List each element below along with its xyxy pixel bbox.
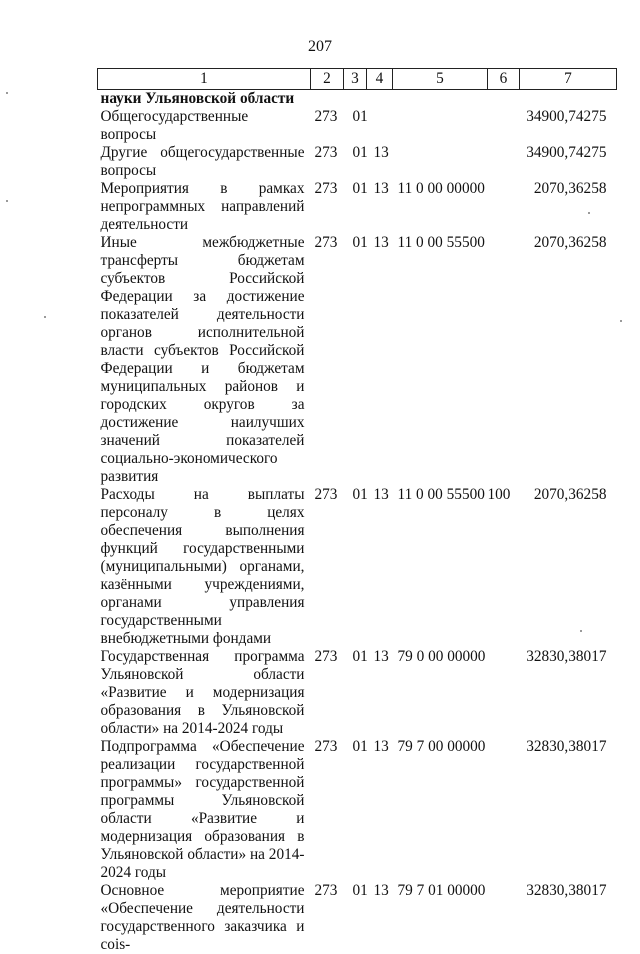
row-code-5: 79 0 00 00000 (397, 648, 486, 665)
row-amount: 2070,36258 (533, 486, 607, 503)
row-code-2 (311, 90, 344, 109)
scan-artifact (6, 92, 8, 94)
row-code-6 (488, 648, 520, 738)
header-col-2: 2 (311, 69, 344, 90)
row-code-2: 273 (314, 108, 338, 125)
row-name: Государственная программа Ульяновской области «Развитие и модернизация образования в Ульяновской области» на 2014-2024 годы (100, 648, 305, 737)
row-code-2: 273 (314, 648, 338, 665)
row-code-6 (488, 90, 520, 109)
row-code-6 (488, 144, 520, 180)
row-name: Основное мероприятие «Обеспечение деятельности государственного заказчика и сois- (100, 882, 305, 953)
row-amount: 34900,74275 (526, 108, 607, 125)
row-code-5: 79 7 00 00000 (397, 738, 486, 755)
row-code-2: 273 (314, 882, 338, 899)
table-row (98, 180, 617, 234)
row-code-2: 273 (314, 486, 338, 503)
row-code-6 (488, 180, 520, 234)
row-code-5: 11 0 00 00000 (397, 180, 485, 197)
row-name: Подпрограмма «Обеспечение реализации государственной программы» государственной программы Ульяновской области «Развитие и модернизация образования в Ульяновской области» на 2014-2024 годы (100, 738, 305, 881)
row-name: науки Ульяновской области (100, 90, 295, 107)
scan-artifact (588, 212, 590, 214)
header-col-7: 7 (520, 69, 617, 90)
table-row (98, 144, 617, 180)
row-code-2: 273 (314, 144, 338, 161)
row-code-5: 79 7 01 00000 (397, 882, 486, 899)
row-code-2: 273 (314, 234, 338, 251)
header-row (98, 69, 617, 90)
row-code-6 (488, 234, 520, 486)
row-amount: 2070,36258 (533, 180, 607, 197)
row-name: Иные межбюджетные трансферты бюджетам субъектов Российской Федерации за достижение показателей деятельности органов исполнительной власти субъектов Российской Федерации и бюджетам муниципальных районов и городских округов за достижение наилучших значений показателей социально-экономического развития (100, 234, 305, 485)
row-code-4 (367, 90, 393, 109)
scan-artifact (6, 200, 8, 202)
row-code-3: 01 (352, 180, 368, 197)
table-row (98, 648, 617, 738)
row-code-3: 01 (352, 234, 368, 251)
scan-artifact (620, 320, 622, 322)
header-col-1: 1 (98, 69, 311, 90)
row-code-3 (344, 90, 367, 109)
row-code-5 (393, 144, 488, 180)
scan-artifact (580, 630, 582, 632)
row-code-3: 01 (352, 486, 368, 503)
budget-table (97, 68, 617, 954)
row-code-5 (393, 108, 488, 144)
scan-artifact (44, 316, 46, 318)
row-code-2: 273 (314, 180, 338, 197)
row-amount: 32830,38017 (526, 882, 607, 899)
table-row (98, 738, 617, 882)
row-code-4: 13 (373, 234, 389, 251)
row-code-3: 01 (352, 144, 368, 161)
header-col-6: 6 (488, 69, 520, 90)
row-name: Мероприятия в рамках непрограммных направлений деятельности (100, 180, 305, 233)
row-amount: 34900,74275 (526, 144, 607, 161)
page-number: 207 (308, 38, 332, 55)
row-amount: 2070,36258 (533, 234, 607, 251)
table-row (98, 882, 617, 954)
row-code-5 (393, 90, 488, 109)
row-amount (520, 90, 617, 109)
row-code-6 (488, 108, 520, 144)
row-code-3: 01 (352, 108, 368, 125)
header-col-4: 4 (367, 69, 393, 90)
row-code-3: 01 (352, 882, 368, 899)
row-code-4: 13 (373, 738, 389, 755)
row-code-4: 13 (373, 180, 389, 197)
row-amount: 32830,38017 (526, 738, 607, 755)
row-code-5: 11 0 00 55500 (397, 234, 485, 251)
row-code-4: 13 (373, 486, 389, 503)
table-row (98, 486, 617, 648)
row-amount: 32830,38017 (526, 648, 607, 665)
row-code-6 (488, 738, 520, 882)
row-name: Другие общегосударственные вопросы (100, 144, 305, 179)
table-row (98, 108, 617, 144)
row-code-3: 01 (352, 648, 368, 665)
table-row (98, 90, 617, 109)
row-code-4: 13 (373, 882, 389, 899)
header-col-5: 5 (393, 69, 488, 90)
row-code-4 (367, 108, 393, 144)
table-row (98, 234, 617, 486)
row-code-6 (488, 882, 520, 954)
row-code-4: 13 (373, 648, 389, 665)
row-name: Общегосударственные вопросы (100, 108, 249, 143)
row-name: Расходы на выплаты персоналу в целях обеспечения выполнения функций государственными (муниципальными) органами, казёнными учреждениями, органами управления государственными внебюджетными фондами (100, 486, 305, 647)
row-code-2: 273 (314, 738, 338, 755)
row-code-3: 01 (352, 738, 368, 755)
row-code-5: 11 0 00 55500 (397, 486, 485, 503)
row-code-4: 13 (373, 144, 389, 161)
row-code-6: 100 (487, 486, 511, 503)
header-col-3: 3 (344, 69, 367, 90)
